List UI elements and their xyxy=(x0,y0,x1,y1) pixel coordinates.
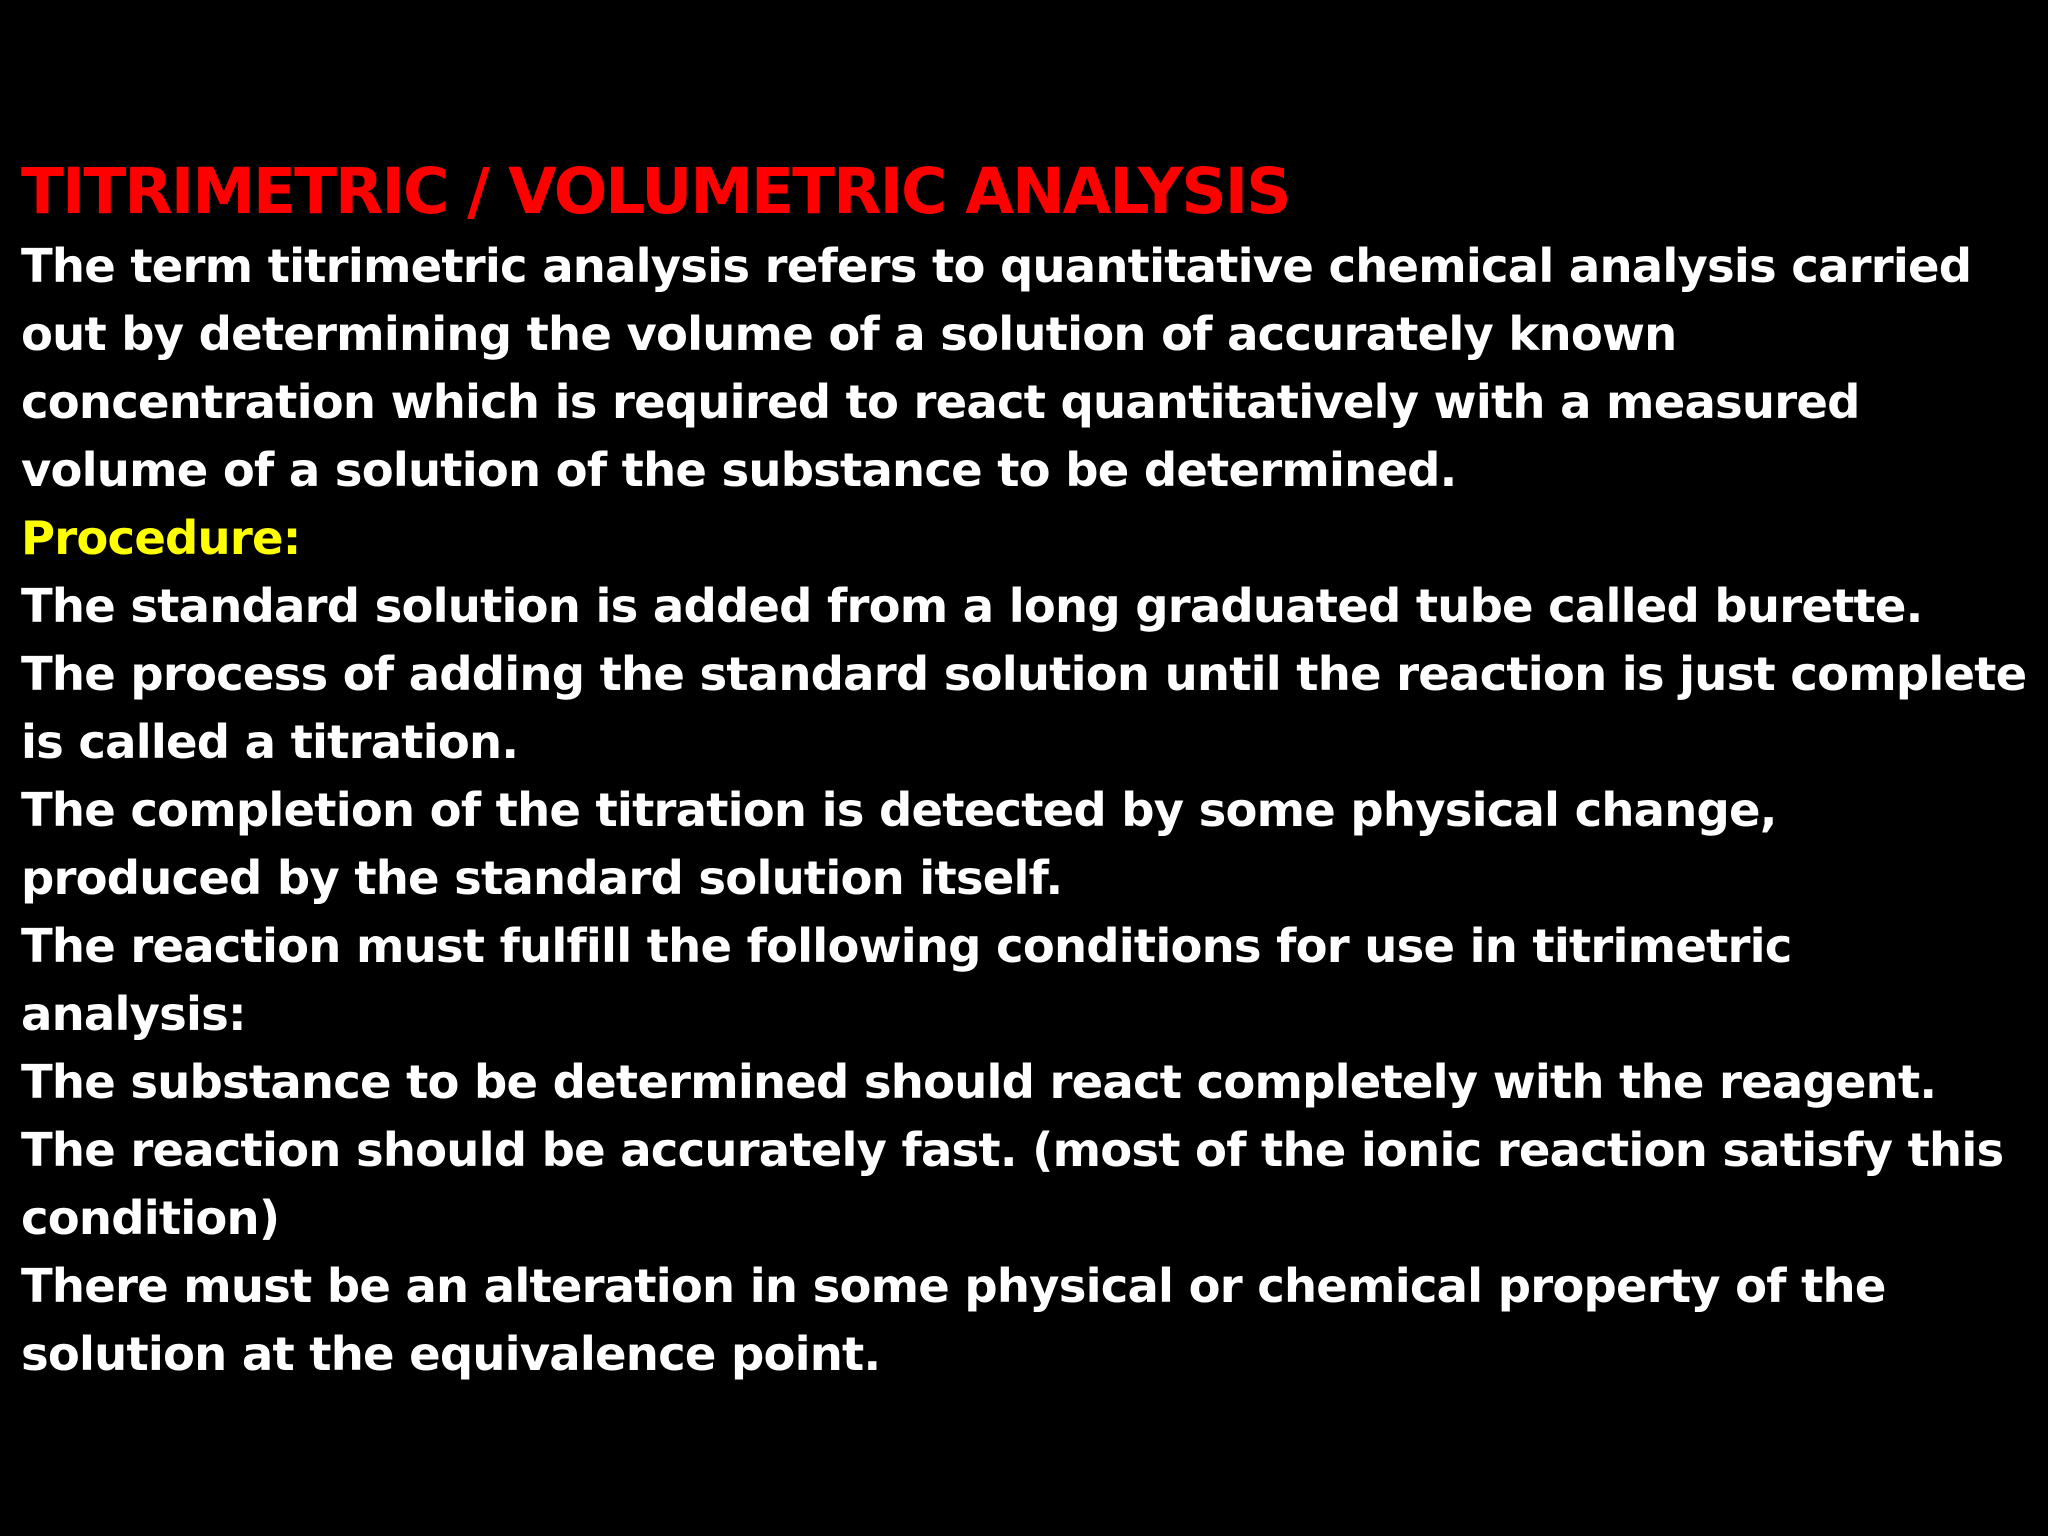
procedure-paragraph-conditions: The reaction must fulfill the following conditions for use in titrimetric analysis: xyxy=(21,919,1792,1041)
procedure-heading: Procedure: xyxy=(21,511,301,565)
slide-content xyxy=(21,152,2031,1388)
procedure-paragraph-burette: The standard solution is added from a long graduated tube called burette. xyxy=(21,579,1923,633)
slide-title: TITRIMETRIC / VOLUMETRIC ANALYSIS xyxy=(21,155,1290,228)
procedure-paragraph-completion: The completion of the titration is detected by some physical change, produced by the standard solution itself. xyxy=(21,783,1777,905)
condition-react-completely: The substance to be determined should react completely with the reagent. xyxy=(21,1055,1937,1109)
definition-paragraph: The term titrimetric analysis refers to quantitative chemical analysis carried out by determining the volume of a solution of accurately known concentration which is required to react quantitatively with a measured volume of a solution of the substance to be determined. xyxy=(21,239,1972,497)
condition-equivalence-point: There must be an alteration in some physical or chemical property of the solution at the equivalence point. xyxy=(21,1259,1886,1381)
condition-fast-reaction: The reaction should be accurately fast. (most of the ionic reaction satisfy this condition) xyxy=(21,1123,2004,1245)
procedure-paragraph-titration: The process of adding the standard solution until the reaction is just complete is called a titration. xyxy=(21,647,2027,769)
